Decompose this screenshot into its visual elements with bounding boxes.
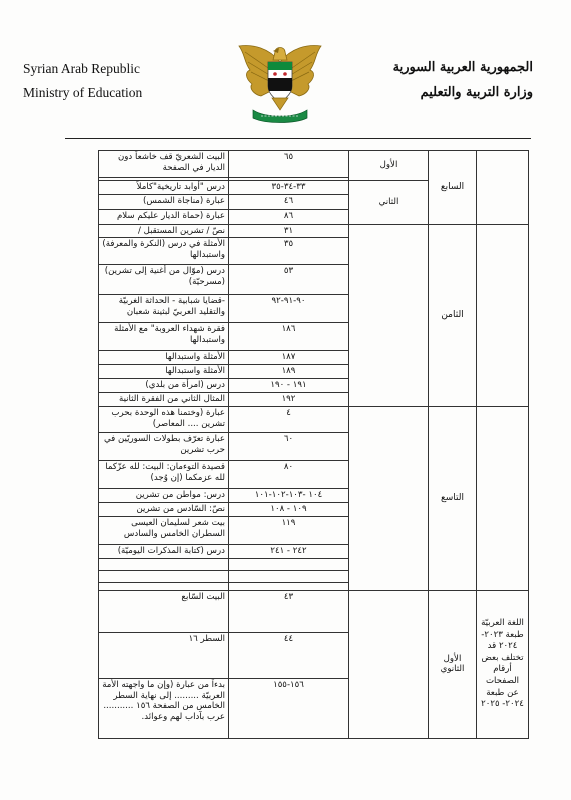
section-description: البيت السّابع: [99, 590, 229, 632]
page-number: ٤٤: [229, 632, 349, 678]
section-description: [99, 558, 229, 570]
semester-cell: الثاني: [349, 181, 429, 225]
section-description: فقرة شهداء العروبة" مع الأمثلة واستبدالها: [99, 323, 229, 351]
grade-cell: الثامن: [429, 224, 477, 407]
page-number: ١٩٢: [229, 393, 349, 407]
header-divider: [65, 138, 531, 139]
section-description: الأمثلة واستبدالها: [99, 351, 229, 365]
page-number: ١٨٧: [229, 351, 349, 365]
table-row: [99, 224, 529, 238]
section-description: درس (موّال من أغنية إلى تشرين) (مسرحيّة): [99, 265, 229, 295]
section-description: عبارة (حماة الديار عليكم سلام: [99, 209, 229, 224]
grade-cell: السابع: [429, 151, 477, 225]
page-number: ٥٣: [229, 265, 349, 295]
table-row: [99, 590, 529, 632]
section-description: عبارة (وختمنا هذه الوحدة بحرب تشرين .... المعاصر): [99, 407, 229, 433]
table-row: [99, 407, 529, 433]
section-description: الأمثلة واستبدالها: [99, 365, 229, 379]
semester-cell-blank: [349, 590, 429, 738]
section-description: السطر ١٦: [99, 632, 229, 678]
section-description: البيت الشعريّ قف خاشعاً دون الديار في الصفحة: [99, 151, 229, 178]
section-description: درس: مواطن من تشرين: [99, 489, 229, 503]
section-description: بيت شعر لسليمان العيسى السطران الخامس والسادس: [99, 516, 229, 544]
header-ar-republic: الجمهورية العربية السورية: [392, 60, 533, 75]
page-number: ٣١: [229, 224, 349, 238]
page-number: ٨٠: [229, 461, 349, 489]
page-number: ٠: [229, 178, 349, 181]
page-number: [229, 570, 349, 582]
page-number: ٩٠-٩١-٩٢: [229, 295, 349, 323]
page-number-blank: [229, 582, 349, 590]
curriculum-table: [98, 150, 529, 739]
page-number: ٦٠: [229, 433, 349, 461]
section-description: نصّ / تشرين المستقبل /: [99, 224, 229, 238]
book-cell-blank: [477, 407, 529, 590]
table-row: [99, 151, 529, 178]
book-edition-note: اللغة العربيّة طبعة ٢٠٢٣- ٢٠٢٤ قد تختلف بعض أرقام الصفحات عن طبعة ٢٠٢٤- ٢٠٢٥: [477, 590, 529, 738]
section-description: [99, 570, 229, 582]
section-description: درس "أوابد تاريخية"كاملاً: [99, 181, 229, 195]
section-description: عبارة تعرّف بطولات السوريّين في حرب تشرين: [99, 433, 229, 461]
page-number: ٢٤٢ - ٢٤١: [229, 544, 349, 558]
page-number: ١٠٤ -١٠٣-١٠٢-١٠١: [229, 489, 349, 503]
page-number: [229, 558, 349, 570]
section-description: بدءاً من عبارة (وإن ما واجهته الأمة العربيّة ......... إلى نهاية السطر الخامس من الصفحة ١٥٦ ........... عرب بآداب لهم وعوائد.: [99, 678, 229, 738]
section-description: قصيدة التوءمان: البيت: لله عزّكما لله عزمكما (إن وُجد): [99, 461, 229, 489]
section-description-blank: [99, 582, 229, 590]
page-number: ١٥٦-١٥٥: [229, 678, 349, 738]
header-en-republic: Syrian Arab Republic: [23, 61, 140, 76]
page-number: ٣٥: [229, 238, 349, 265]
section-description: الأمثلة في درس (النكرة والمعرفة) واستبدالها: [99, 238, 229, 265]
grade-cell: الأول الثانوي: [429, 590, 477, 738]
book-cell-blank: [477, 151, 529, 225]
page-number: ١١٩: [229, 516, 349, 544]
page-number: ١٨٩: [229, 365, 349, 379]
page-number: ٤: [229, 407, 349, 433]
page-number: ١٨٦: [229, 323, 349, 351]
page-number: ٨٦: [229, 209, 349, 224]
header-en-ministry: Ministry of Education: [23, 85, 143, 100]
page-number: ٦٥: [229, 151, 349, 178]
semester-cell-blank: [349, 224, 429, 407]
header-ar-ministry: وزارة التربية والتعليم: [420, 85, 533, 100]
page-number: ٤٣: [229, 590, 349, 632]
section-description: نصّ: السّادس من تشرين: [99, 503, 229, 517]
book-cell-blank: [477, 224, 529, 407]
section-description: درس (كتابة المذكرات اليوميّة): [99, 544, 229, 558]
page-number: ١٩١ - ١٩٠: [229, 379, 349, 393]
semester-cell-blank: [349, 407, 429, 590]
page-number: ٤٦: [229, 194, 349, 209]
grade-cell: التاسع: [429, 407, 477, 590]
semester-cell: الأول: [349, 151, 429, 181]
page-number: ١٠٩ - ١٠٨: [229, 503, 349, 517]
section-description: -قضايا شبابية - الحداثة الغربيّة والتقليد العربيّ لبثينة شعبان: [99, 295, 229, 323]
hawk-of-quraish-emblem-icon: [235, 40, 325, 126]
page-number: ٣٣-٣٤-٣٥: [229, 181, 349, 195]
section-description: عبارة (مناجاة الشمس): [99, 194, 229, 209]
section-description: درس (امرأة من بلدي): [99, 379, 229, 393]
section-description: المثال الثاني من الفقرة الثانية: [99, 393, 229, 407]
